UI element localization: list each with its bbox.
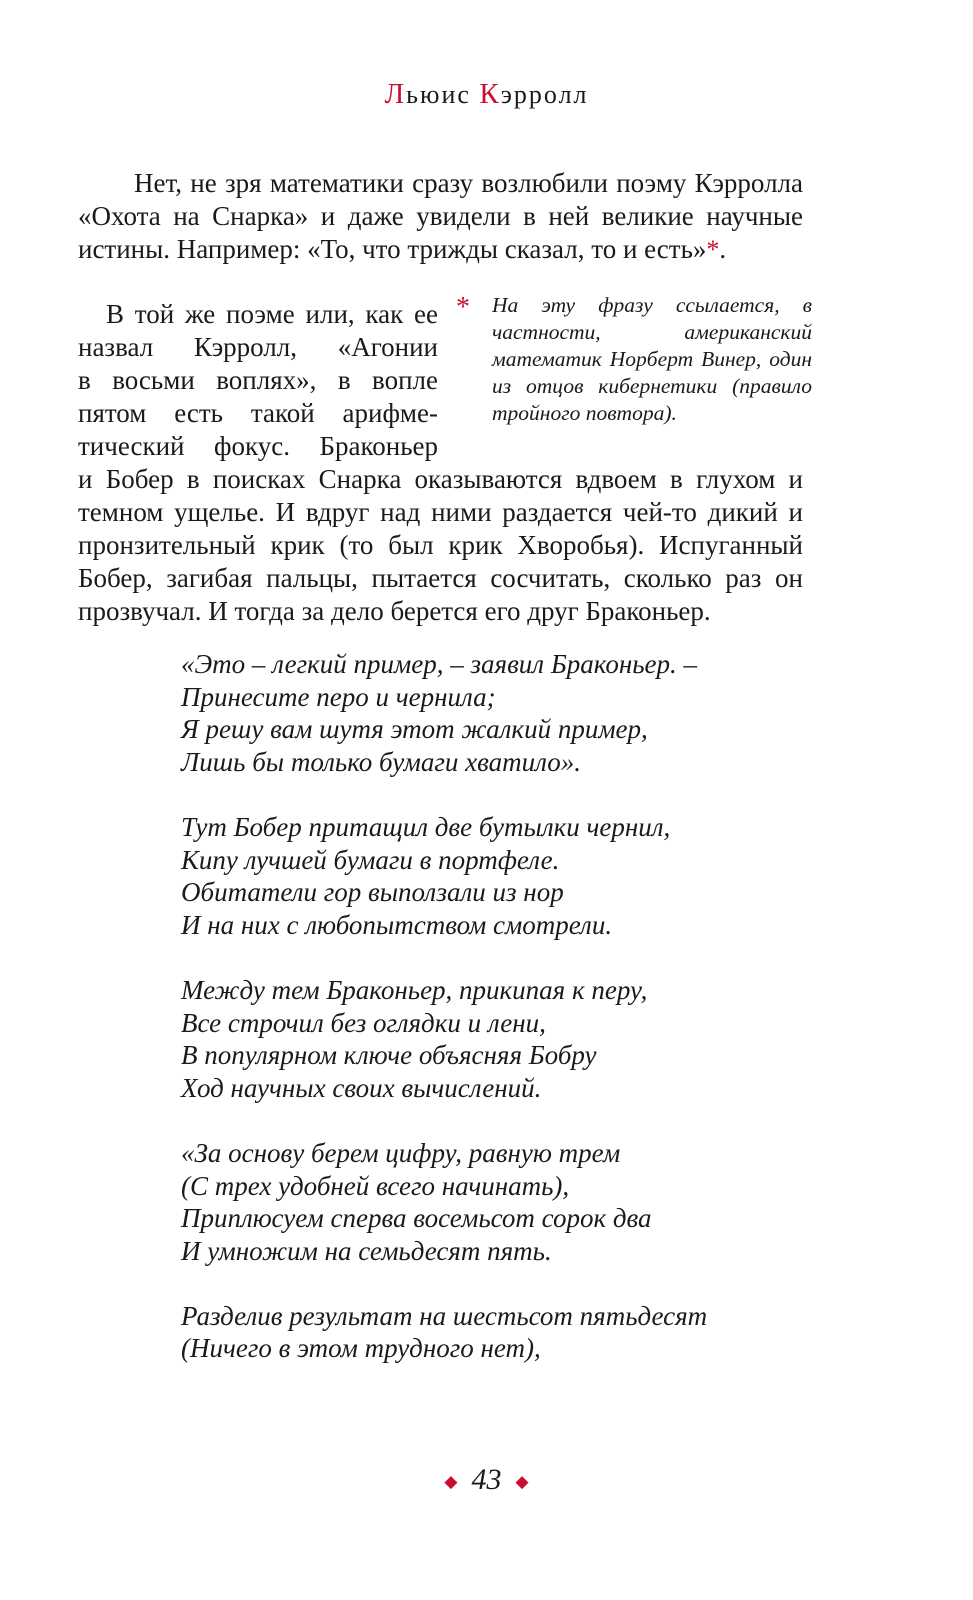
stanza <box>181 1300 881 1365</box>
poem-line: (С трех удобней всего начинать), <box>181 1170 570 1201</box>
poem-line: И умножим на семьдесят пять. <box>181 1235 552 1266</box>
paragraph-1-end: . <box>719 234 727 264</box>
stanza <box>181 811 881 941</box>
poem-line: Обитатели гор выползали из нор <box>181 877 564 908</box>
poem-line: «За основу берем цифру, равную трем <box>181 1137 621 1168</box>
diamond-ornament-right-icon: ◆ <box>515 1472 529 1492</box>
footnote-text: На эту фразу ссылается, в частности, американский математик Норберт Винер, один из отцов кибернетики (правило тройного повтора). <box>492 293 812 425</box>
paragraph-2-line: тический фокус. Браконьер <box>78 431 438 461</box>
poem-line: Лишь бы только бумаги хватило». <box>181 746 581 777</box>
poem-line: И на них с любопытством смотрели. <box>181 909 613 940</box>
running-head-part-2: эрролл <box>500 80 589 109</box>
poem <box>181 648 881 1398</box>
paragraph-2-line: В той же поэме или, как ее <box>106 299 438 329</box>
poem-line: Я решу вам шутя этот жалкий пример, <box>181 714 648 745</box>
page-number-footer <box>0 1463 973 1497</box>
running-head-cap-2: К <box>479 78 501 110</box>
paragraph-2-line: в восьми воплях», в вопле <box>78 365 438 395</box>
stanza <box>181 974 881 1104</box>
stanza <box>181 1137 881 1267</box>
paragraph-2-line: назвал Кэрролл, «Агонии <box>78 332 438 362</box>
poem-line: Между тем Браконьер, прикипая к перу, <box>181 974 648 1005</box>
paragraph-1 <box>78 167 803 266</box>
diamond-ornament-left-icon: ◆ <box>444 1472 458 1492</box>
page-number: 43 <box>471 1463 502 1496</box>
poem-line: (Ничего в этом трудного нет), <box>181 1333 541 1364</box>
paragraph-2-line: пятом есть такой арифме- <box>78 398 438 428</box>
paragraph-2-continued: и Бобер в поисках Снарка оказываются вдвоем в глухом и темном ущелье. И вдруг над ними раздается чей-то дикий и пронзительный крик (то был крик Хворобья). Испуганный Бобер, загибая пальцы, пытается сосчитать, сколько раз он прозвучал. И тогда за дело берется его друг Браконьер. <box>78 464 803 626</box>
poem-line: Кипу лучшей бумаги в портфеле. <box>181 844 560 875</box>
footnote-reference-mark: * <box>706 235 720 264</box>
sidenote <box>452 292 812 427</box>
stanza <box>181 648 881 778</box>
running-head-part-1: ьюис <box>406 80 480 109</box>
poem-line: Все строчил без оглядки и лени, <box>181 1007 546 1038</box>
poem-line: Приплюсуем сперва восемьсот сорок два <box>181 1203 652 1234</box>
paragraph-1-text: Нет, не зря математики сразу возлюбили поэму Кэрролла «Охота на Снарка» и даже увидели в ней великие научные истины. Например: «То, что трижды сказал, то и есть» <box>78 168 803 264</box>
poem-line: Принесите перо и чернила; <box>181 681 496 712</box>
poem-line: Разделив результат на шестьсот пятьдесят <box>181 1300 708 1331</box>
poem-line: Ход научных своих вычислений. <box>181 1072 542 1103</box>
paragraph-2-wrapped <box>78 298 438 463</box>
poem-line: Тут Бобер притащил две бутылки чернил, <box>181 811 671 842</box>
footnote-asterisk: * <box>456 292 470 323</box>
running-head <box>0 78 973 111</box>
poem-line: «Это – легкий пример, – заявил Браконьер. – <box>181 649 698 679</box>
poem-line: В популярном ключе объясняя Бобру <box>181 1040 597 1071</box>
running-head-cap-1: Л <box>384 78 407 110</box>
